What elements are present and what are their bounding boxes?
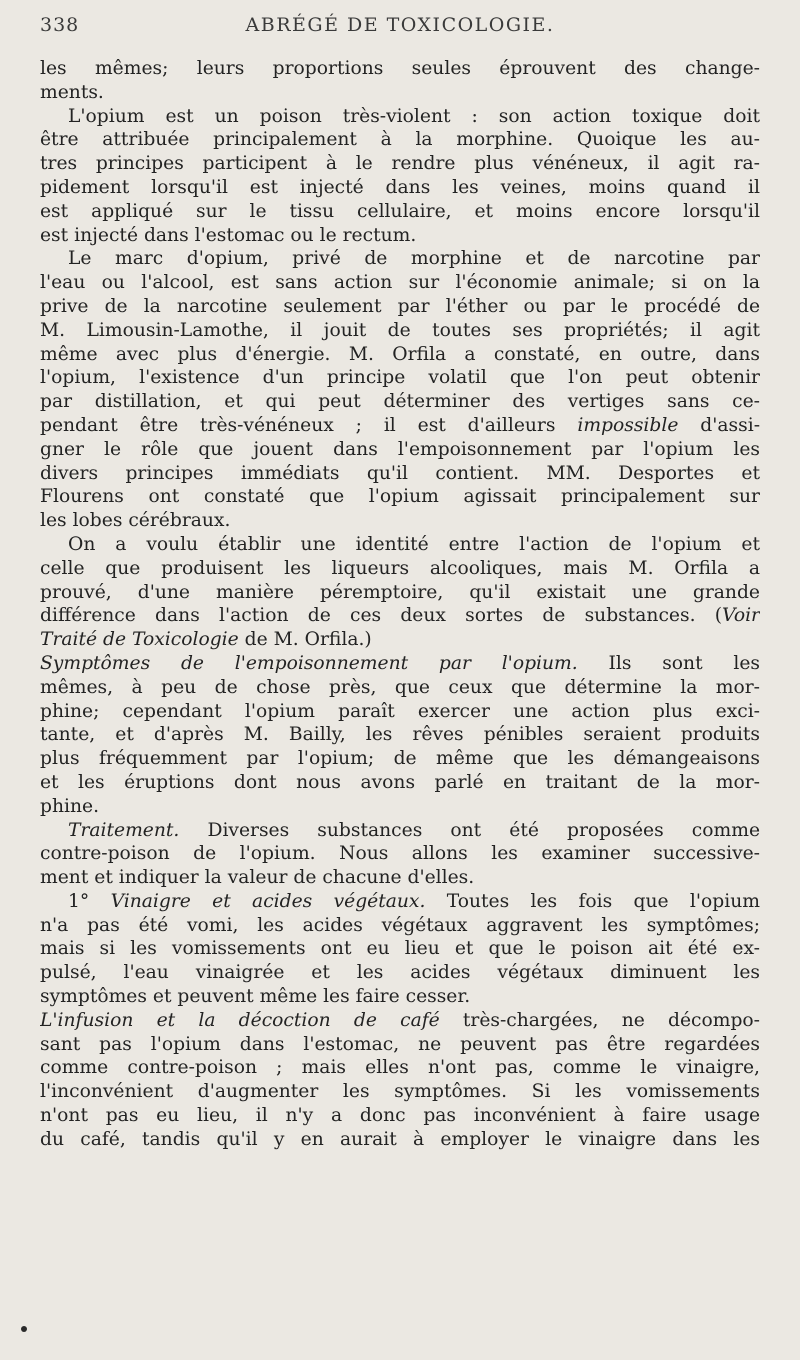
text-line xyxy=(40,557,760,581)
text-segment: ments. xyxy=(40,81,104,103)
text-line xyxy=(40,343,760,367)
text-segment: n'a pas été vomi, les acides végétaux aggravent les symptômes; xyxy=(40,914,760,936)
italic-text: Vinaigre et acides végétaux. xyxy=(110,890,426,912)
text-line xyxy=(40,961,760,985)
text-line xyxy=(40,105,760,129)
body-text xyxy=(40,57,760,1152)
running-title: ABRÉGÉ DE TOXICOLOGIE. xyxy=(245,14,555,36)
text-segment: plus fréquemment par l'opium; de même que les démangeaisons xyxy=(40,748,760,770)
text-line xyxy=(40,462,760,486)
text-line xyxy=(40,937,760,961)
text-segment: prouvé, d'une manière péremptoire, qu'il existait une grande xyxy=(40,581,760,603)
text-line xyxy=(40,747,760,771)
text-segment: L'opium est un poison très-violent : son action toxique doit xyxy=(68,105,760,127)
text-line xyxy=(40,1033,760,1057)
text-segment: gner le rôle que jouent dans l'empoisonnement par l'opium les xyxy=(40,438,760,460)
text-segment: l'inconvénient d'augmenter les symptômes. Si les vomissements xyxy=(40,1081,760,1103)
text-segment: 1° xyxy=(68,890,111,912)
text-segment: Flourens ont constaté que l'opium agissait principalement sur xyxy=(40,486,760,508)
margin-dot xyxy=(21,1326,27,1332)
text-segment: celle que produisent les liqueurs alcooliques, mais M. Orfila a xyxy=(40,557,760,579)
text-line xyxy=(40,224,760,248)
text-segment: l'eau ou l'alcool, est sans action sur l'économie animale; si on la xyxy=(40,272,760,294)
text-segment: de M. Orfila.) xyxy=(238,629,372,651)
text-line xyxy=(40,533,760,557)
text-line xyxy=(40,676,760,700)
text-segment: est appliqué sur le tissu cellulaire, et moins encore lorsqu'il xyxy=(40,200,760,222)
text-segment: phine; cependant l'opium paraît exercer une action plus exci- xyxy=(40,700,760,722)
text-line xyxy=(40,295,760,319)
text-line xyxy=(40,581,760,605)
text-line xyxy=(40,723,760,747)
text-line xyxy=(40,390,760,414)
text-segment: différence dans l'action de ces deux sortes de substances. ( xyxy=(40,605,723,627)
text-segment: M. Limousin-Lamothe, il jouit de toutes ses propriétés; il agit xyxy=(40,319,760,341)
page-number: 338 xyxy=(40,14,80,36)
text-segment: mais si les vomissements ont eu lieu et que le poison ait été ex- xyxy=(40,938,760,960)
text-segment: On a voulu établir une identité entre l'action de l'opium et xyxy=(68,533,760,555)
text-segment: comme contre-poison ; mais elles n'ont pas, comme le vinaigre, xyxy=(40,1057,760,1079)
text-line xyxy=(40,128,760,152)
text-line xyxy=(40,795,760,819)
text-segment: prive de la narcotine seulement par l'éther ou par le procédé de xyxy=(40,295,760,317)
text-line xyxy=(40,319,760,343)
text-line xyxy=(40,914,760,938)
text-segment: Le marc d'opium, privé de morphine et de narcotine par xyxy=(68,248,760,270)
running-head xyxy=(40,14,760,46)
text-segment: très-chargées, ne décompo- xyxy=(439,1009,760,1031)
text-segment: et les éruptions dont nous avons parlé en traitant de la mor- xyxy=(40,771,760,793)
text-line xyxy=(40,152,760,176)
text-line xyxy=(40,771,760,795)
text-line xyxy=(40,1128,760,1152)
text-line xyxy=(40,1056,760,1080)
text-segment: tante, et d'après M. Bailly, les rêves pénibles seraient produits xyxy=(40,724,760,746)
text-segment: divers principes immédiats qu'il contient. MM. Desportes et xyxy=(40,462,760,484)
text-segment: du café, tandis qu'il y en aurait à employer le vinaigre dans les xyxy=(40,1128,760,1150)
text-segment: pulsé, l'eau vinaigrée et les acides végétaux diminuent les xyxy=(40,962,760,984)
text-line xyxy=(40,604,760,628)
text-segment: phine. xyxy=(40,795,100,817)
text-line xyxy=(40,81,760,105)
text-segment: tres principes participent à le rendre plus vénéneux, il agit ra- xyxy=(40,153,760,175)
italic-text: Voir xyxy=(722,605,760,627)
text-line xyxy=(40,866,760,890)
text-segment: ment et indiquer la valeur de chacune d'elles. xyxy=(40,867,475,889)
text-line xyxy=(40,700,760,724)
text-line xyxy=(40,890,760,914)
text-line xyxy=(40,842,760,866)
text-segment: être attribuée principalement à la morphine. Quoique les au- xyxy=(40,129,760,151)
text-segment: est injecté dans l'estomac ou le rectum. xyxy=(40,224,417,246)
text-segment: Diverses substances ont été proposées comme xyxy=(179,819,760,841)
text-line xyxy=(40,819,760,843)
text-segment: symptômes et peuvent même les faire cesser. xyxy=(40,986,471,1008)
text-segment: par distillation, et qui peut déterminer des vertiges sans ce- xyxy=(40,391,760,413)
text-segment: Ils sont les xyxy=(577,652,760,674)
text-line xyxy=(40,176,760,200)
text-segment: Toutes les fois que l'opium xyxy=(425,890,760,912)
text-segment: même avec plus d'énergie. M. Orfila a constaté, en outre, dans xyxy=(40,343,760,365)
text-segment: les lobes cérébraux. xyxy=(40,510,231,532)
text-line xyxy=(40,366,760,390)
text-line xyxy=(40,652,760,676)
text-segment: n'ont pas eu lieu, il n'y a donc pas inconvénient à faire usage xyxy=(40,1105,760,1127)
text-segment: pidement lorsqu'il est injecté dans les veines, moins quand il xyxy=(40,176,760,198)
italic-text: Symptômes de l'empoisonnement par l'opium. xyxy=(40,652,578,674)
text-line xyxy=(40,509,760,533)
text-line xyxy=(40,200,760,224)
text-line xyxy=(40,628,760,652)
text-segment: l'opium, l'existence d'un principe volatil que l'on peut obtenir xyxy=(40,367,760,389)
text-segment: les mêmes; leurs proportions seules éprouvent des change- xyxy=(40,58,760,79)
italic-text: impossible xyxy=(577,414,679,436)
text-line xyxy=(40,57,760,81)
text-line xyxy=(40,414,760,438)
text-line xyxy=(40,247,760,271)
text-line xyxy=(40,271,760,295)
text-line xyxy=(40,1104,760,1128)
italic-text: L'infusion et la décoction de café xyxy=(40,1009,440,1031)
text-line xyxy=(40,438,760,462)
text-segment: contre-poison de l'opium. Nous allons les examiner successive- xyxy=(40,843,760,865)
text-segment: d'assi- xyxy=(678,414,760,436)
text-line xyxy=(40,485,760,509)
text-segment: pendant être très-vénéneux ; il est d'ailleurs xyxy=(40,414,578,436)
text-segment: sant pas l'opium dans l'estomac, ne peuvent pas être regardées xyxy=(40,1033,760,1055)
text-segment: mêmes, à peu de chose près, que ceux que détermine la mor- xyxy=(40,676,760,698)
italic-text: Traitement. xyxy=(68,819,180,841)
text-line xyxy=(40,1080,760,1104)
italic-text: Traité de Toxicologie xyxy=(40,629,239,651)
text-line xyxy=(40,985,760,1009)
text-line xyxy=(40,1009,760,1033)
